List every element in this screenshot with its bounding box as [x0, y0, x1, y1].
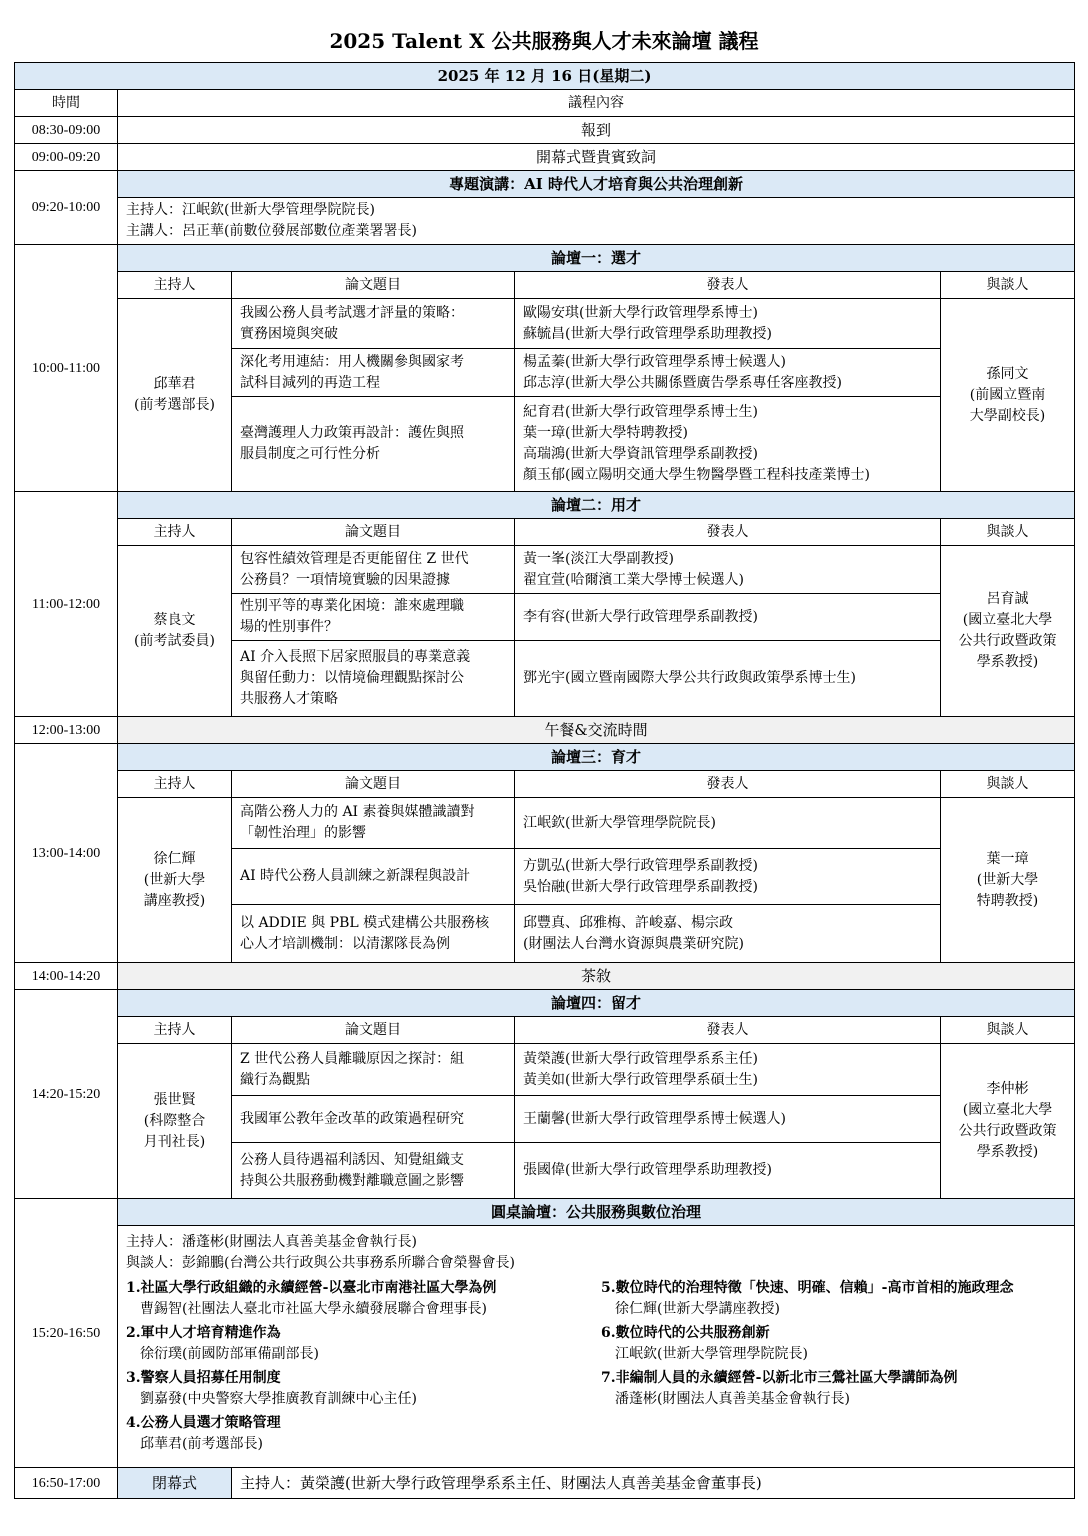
paper-row	[15, 1044, 1075, 1096]
forum-subheader-row	[15, 1017, 1075, 1044]
subheader-presenter: 發表人	[515, 519, 941, 546]
paper-presenters: 邱豐真、邱雅梅、許峻嘉、楊宗政 (財團法人台灣水資源與農業研究院)	[515, 905, 941, 963]
lunch-text: 午餐&交流時間	[118, 717, 1075, 744]
time-cell: 12:00-13:00	[15, 717, 118, 744]
time-cell: 14:20-15:20	[15, 990, 118, 1199]
paper-presenters: 黃一峯(淡江大學副教授) 翟宜萱(哈爾濱工業大學博士候選人)	[515, 546, 941, 594]
time-cell: 11:00-12:00	[15, 492, 118, 717]
schedule-row	[15, 963, 1075, 990]
roundtable-topic: 4.公務人員選才策略管理 邱華君(前考選部長)	[126, 1415, 281, 1452]
paper-row	[15, 798, 1075, 849]
paper-presenters: 王蘭馨(世新大學行政管理學系博士候選人)	[515, 1096, 941, 1143]
forum-title-row	[15, 990, 1075, 1017]
paper-title: 公務人員待遇福利誘因、知覺組織支 持與公共服務動機對離職意圖之影響	[232, 1143, 515, 1199]
paper-presenters: 黃榮護(世新大學行政管理學系系主任) 黃美如(世新大學行政管理學系碩士生)	[515, 1044, 941, 1096]
time-cell: 09:20-10:00	[15, 171, 118, 245]
header-content: 議程內容	[118, 90, 1075, 117]
subheader-host: 主持人	[118, 519, 232, 546]
roundtable-topic: 2.軍中人才培育精進作為 徐衍璞(前國防部軍備副部長)	[126, 1325, 319, 1362]
forum-title: 論壇四：留才	[118, 990, 1075, 1017]
schedule-row	[15, 717, 1075, 744]
paper-title: 包容性績效管理是否更能留住 Z 世代 公務員？一項情境實驗的因果證據	[232, 546, 515, 594]
subheader-paper: 論文題目	[232, 519, 515, 546]
roundtable-title: 圓桌論壇：公共服務與數位治理	[118, 1199, 1075, 1226]
subheader-paper: 論文題目	[232, 1017, 515, 1044]
closing-label: 閉幕式	[118, 1468, 232, 1499]
keynote-title: 專題演講：AI 時代人才培育與公共治理創新	[118, 171, 1075, 198]
roundtable-right-column	[601, 1278, 1066, 1458]
time-cell: 10:00-11:00	[15, 245, 118, 492]
roundtable-discussant: 與談人：彭錦鵬(台灣公共行政與公共事務系所聯合會榮譽會長)	[126, 1255, 515, 1271]
roundtable-topic: 7.非編制人員的永續經營-以新北市三鶯社區大學講師為例 潘蓬彬(財團法人真善美基金會執行長)	[601, 1370, 958, 1407]
subheader-discussant: 與談人	[941, 272, 1075, 299]
header-time: 時間	[15, 90, 118, 117]
paper-row	[15, 299, 1075, 349]
paper-row	[15, 546, 1075, 594]
time-cell: 09:00-09:20	[15, 144, 118, 171]
roundtable-body	[118, 1226, 1075, 1468]
paper-presenters: 李有容(世新大學行政管理學系副教授)	[515, 594, 941, 641]
paper-presenters: 張國偉(世新大學行政管理學系助理教授)	[515, 1143, 941, 1199]
forum-discussant: 李仲彬 (國立臺北大學 公共行政暨政策 學系教授)	[941, 1044, 1075, 1199]
paper-title: 性別平等的專業化困境：誰來處理職 場的性別事件？	[232, 594, 515, 641]
roundtable-host: 主持人：潘蓬彬(財團法人真善美基金會執行長)	[126, 1234, 417, 1250]
forum-discussant: 孫同文 (前國立暨南 大學副校長)	[941, 299, 1075, 492]
time-cell: 14:00-14:20	[15, 963, 118, 990]
date-row	[15, 63, 1075, 90]
subheader-host: 主持人	[118, 272, 232, 299]
forum-title-row	[15, 744, 1075, 771]
keynote-speaker: 主講人：呂正華(前數位發展部數位產業署署長)	[126, 223, 417, 239]
roundtable-left-column	[126, 1278, 591, 1458]
paper-presenters: 鄧光宇(國立暨南國際大學公共行政與政策學系博士生)	[515, 641, 941, 717]
keynote-body-row	[15, 198, 1075, 245]
subheader-paper: 論文題目	[232, 272, 515, 299]
forum-title-row	[15, 245, 1075, 272]
paper-title: 臺灣護理人力政策再設計：護佐與照 服員制度之可行性分析	[232, 397, 515, 492]
time-cell: 13:00-14:00	[15, 744, 118, 963]
subheader-host: 主持人	[118, 1017, 232, 1044]
subheader-discussant: 與談人	[941, 771, 1075, 798]
paper-title: 我國公務人員考試選才評量的策略： 實務困境與突破	[232, 299, 515, 349]
keynote-title-row	[15, 171, 1075, 198]
paper-title: 高階公務人力的 AI 素養與媒體識讀對 「韌性治理」的影響	[232, 798, 515, 849]
forum-host: 徐仁輝 (世新大學 講座教授)	[118, 798, 232, 963]
paper-presenters: 楊孟蓁(世新大學行政管理學系博士候選人) 邱志淳(世新大學公共關係暨廣告學系專任客座教授)	[515, 349, 941, 397]
roundtable-topic: 6.數位時代的公共服務創新 江岷欽(世新大學管理學院院長)	[601, 1325, 808, 1362]
schedule-row	[15, 117, 1075, 144]
roundtable-topics	[126, 1278, 1066, 1458]
subheader-discussant: 與談人	[941, 519, 1075, 546]
roundtable-body-row	[15, 1226, 1075, 1468]
time-cell: 08:30-09:00	[15, 117, 118, 144]
opening-text: 開幕式暨貴賓致詞	[118, 144, 1075, 171]
forum-title: 論壇一：選才	[118, 245, 1075, 272]
keynote-body	[118, 198, 1075, 245]
keynote-host: 主持人：江岷欽(世新大學管理學院院長)	[126, 202, 375, 218]
paper-presenters: 江岷欽(世新大學管理學院院長)	[515, 798, 941, 849]
forum-subheader-row	[15, 771, 1075, 798]
header-row	[15, 90, 1075, 117]
closing-row	[15, 1468, 1075, 1499]
registration-text: 報到	[118, 117, 1075, 144]
tea-text: 茶敘	[118, 963, 1075, 990]
subheader-presenter: 發表人	[515, 272, 941, 299]
paper-title: AI 介入長照下居家照服員的專業意義 與留任動力：以情境倫理觀點探討公 共服務人才策略	[232, 641, 515, 717]
forum-host: 蔡良文 (前考試委員)	[118, 546, 232, 717]
paper-presenters: 方凱弘(世新大學行政管理學系副教授) 吳怡融(世新大學行政管理學系副教授)	[515, 849, 941, 905]
forum-host: 張世賢 (科際整合 月刊社長)	[118, 1044, 232, 1199]
paper-title: Z 世代公務人員離職原因之探討：組 織行為觀點	[232, 1044, 515, 1096]
date-label: 2025 年 12 月 16 日(星期二)	[15, 63, 1075, 90]
time-cell: 15:20-16:50	[15, 1199, 118, 1468]
forum-title-row	[15, 492, 1075, 519]
roundtable-topic: 3.警察人員招募任用制度 劉嘉發(中央警察大學推廣教育訓練中心主任)	[126, 1370, 417, 1407]
paper-title: 以 ADDIE 與 PBL 模式建構公共服務核 心人才培訓機制：以清潔隊長為例	[232, 905, 515, 963]
subheader-presenter: 發表人	[515, 1017, 941, 1044]
forum-title: 論壇二：用才	[118, 492, 1075, 519]
time-cell: 16:50-17:00	[15, 1468, 118, 1499]
roundtable-title-row	[15, 1199, 1075, 1226]
forum-title: 論壇三：育才	[118, 744, 1075, 771]
forum-discussant: 呂育誠 (國立臺北大學 公共行政暨政策 學系教授)	[941, 546, 1075, 717]
roundtable-topic: 5.數位時代的治理特徵「快速、明確、信賴」-高市首相的施政理念 徐仁輝(世新大學講座教授)	[601, 1280, 1014, 1317]
paper-title: AI 時代公務人員訓練之新課程與設計	[232, 849, 515, 905]
forum-subheader-row	[15, 519, 1075, 546]
page-title: 2025 Talent X 公共服務與人才未來論壇 議程	[329, 29, 759, 53]
forum-host: 邱華君 (前考選部長)	[118, 299, 232, 492]
paper-presenters: 紀育君(世新大學行政管理學系博士生) 葉一璋(世新大學特聘教授) 高瑞鴻(世新大學資訊管理學系副教授) 顏玉郁(國立陽明交通大學生物醫學暨工程科技產業博士)	[515, 397, 941, 492]
forum-subheader-row	[15, 272, 1075, 299]
subheader-discussant: 與談人	[941, 1017, 1075, 1044]
schedule-row	[15, 144, 1075, 171]
forum-discussant: 葉一璋 (世新大學 特聘教授)	[941, 798, 1075, 963]
subheader-host: 主持人	[118, 771, 232, 798]
agenda-table	[14, 62, 1075, 1499]
paper-title: 我國軍公教年金改革的政策過程研究	[232, 1096, 515, 1143]
paper-presenters: 歐陽安琪(世新大學行政管理學系博士) 蘇毓昌(世新大學行政管理學系助理教授)	[515, 299, 941, 349]
subheader-paper: 論文題目	[232, 771, 515, 798]
roundtable-topic: 1.社區大學行政組織的永續經營-以臺北市南港社區大學為例 曹錫智(社團法人臺北市社區大學永續發展聯合會理事長)	[126, 1280, 497, 1317]
subheader-presenter: 發表人	[515, 771, 941, 798]
paper-title: 深化考用連結：用人機關參與國家考 試科目減列的再造工程	[232, 349, 515, 397]
closing-host: 主持人：黃榮護(世新大學行政管理學系系主任、財團法人真善美基金會董事長)	[232, 1468, 1075, 1499]
